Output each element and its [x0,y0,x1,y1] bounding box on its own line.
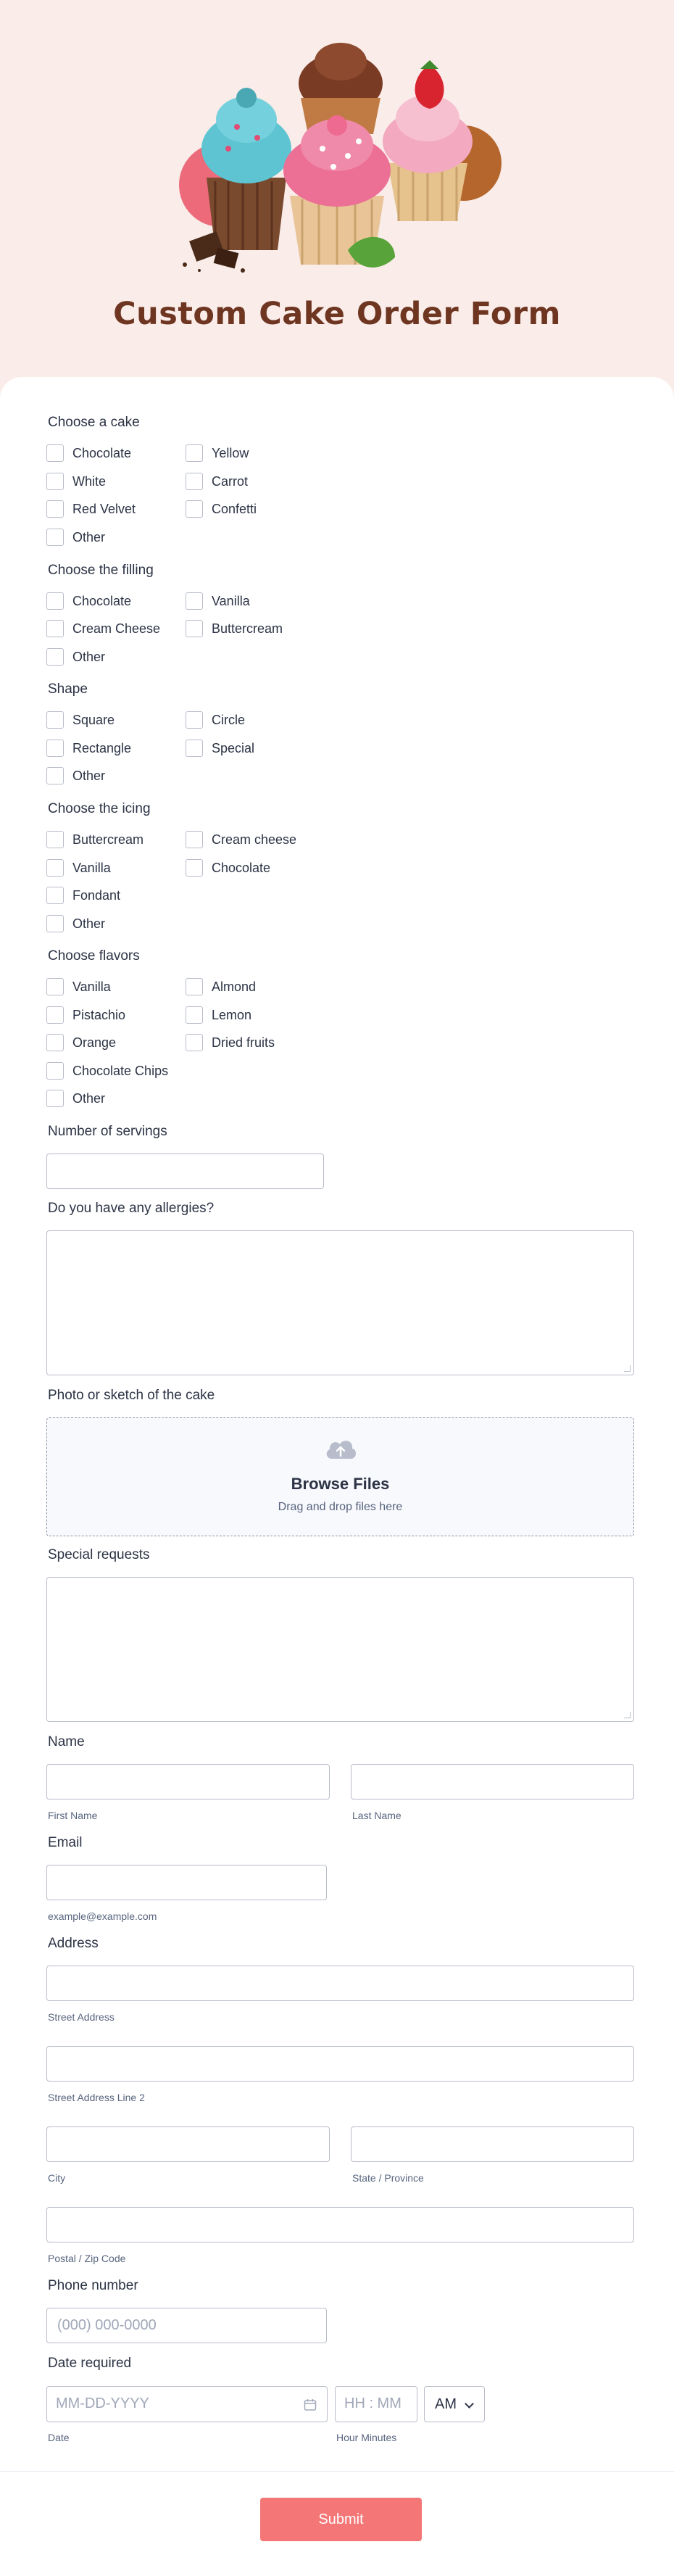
shape-option[interactable] [186,740,254,757]
option-label: Fondant [72,887,121,903]
option-label: Chocolate [72,593,132,608]
icing-option[interactable] [46,915,105,932]
first-name-sublabel: First Name [48,1810,98,1821]
cake-option[interactable] [46,473,106,490]
checkbox[interactable] [186,592,203,610]
date-input[interactable] [46,2386,328,2422]
checkbox[interactable] [46,859,64,877]
flavor-option[interactable] [186,1006,251,1024]
option-label: Pistachio [72,1007,126,1022]
date-placeholder: MM-DD-YYYY [56,2395,149,2411]
checkbox[interactable] [186,473,203,490]
chevron-down-icon [465,2399,474,2409]
option-label: Other [72,529,106,544]
option-label: Vanilla [72,979,111,994]
checkbox[interactable] [46,1006,64,1024]
cake-option[interactable] [46,529,105,546]
filling-label: Choose the filling [48,563,154,578]
checkbox[interactable] [186,1034,203,1051]
option-label: Chocolate [212,860,271,875]
phone-label: Phone number [48,2278,138,2293]
state-input[interactable] [351,2126,634,2162]
allergies-textarea[interactable] [46,1230,634,1375]
option-label: Other [72,649,106,664]
option-label: Square [72,712,115,727]
option-label: Rectangle [72,740,132,755]
footer-divider [0,2471,674,2472]
checkbox[interactable] [46,740,64,757]
shape-option[interactable] [186,711,245,729]
filling-option[interactable] [46,648,105,666]
option-label: Carrot [212,473,249,489]
zip-sublabel: Postal / Zip Code [48,2253,126,2264]
checkbox[interactable] [186,859,203,877]
checkbox[interactable] [46,978,64,995]
address-label: Address [48,1936,99,1951]
city-sublabel: City [48,2172,66,2184]
ampm-select[interactable] [424,2386,485,2422]
shape-option[interactable] [46,711,115,729]
checkbox[interactable] [46,831,64,848]
calendar-icon[interactable] [304,2398,317,2411]
allergies-label: Do you have any allergies? [48,1201,215,1216]
option-label: Chocolate [72,445,132,460]
time-input[interactable] [335,2386,417,2422]
checkbox[interactable] [46,529,64,546]
option-label: Other [72,1090,106,1106]
first-name-input[interactable] [46,1764,330,1800]
checkbox[interactable] [46,1062,64,1080]
flavor-option[interactable] [46,1090,105,1107]
option-label: Cream Cheese [72,621,161,636]
shape-label: Shape [48,682,88,697]
cake-label: Choose a cake [48,415,140,430]
checkbox[interactable] [186,500,203,518]
checkbox[interactable] [46,620,64,637]
option-label: White [72,473,107,489]
zip-input[interactable] [46,2207,634,2242]
checkbox[interactable] [186,444,203,462]
flavor-option[interactable] [46,978,111,995]
checkbox[interactable] [46,1090,64,1107]
filling-option[interactable] [186,620,283,637]
checkbox[interactable] [186,740,203,757]
street-address-2-sublabel: Street Address Line 2 [48,2092,145,2103]
flavors-label: Choose flavors [48,948,140,964]
date-label: Date required [48,2356,132,2371]
checkbox[interactable] [46,711,64,729]
flavor-option[interactable] [46,1062,168,1080]
option-label: Orange [72,1035,117,1050]
last-name-sublabel: Last Name [352,1810,402,1821]
name-label: Name [48,1734,85,1749]
cake-option[interactable] [186,444,249,462]
option-label: Yellow [212,445,249,460]
shape-option[interactable] [46,740,131,757]
icing-option[interactable] [186,831,296,848]
checkbox[interactable] [186,831,203,848]
checkbox[interactable] [46,592,64,610]
option-label: Special [212,740,255,755]
option-label: Lemon [212,1007,252,1022]
checkbox[interactable] [46,500,64,518]
email-sublabel: example@example.com [48,1910,157,1922]
city-input[interactable] [46,2126,330,2162]
option-label: Other [72,768,106,783]
filling-option[interactable] [186,592,250,610]
checkbox[interactable] [46,887,64,904]
option-label: Chocolate Chips [72,1063,169,1078]
cupcakes-image [170,40,504,279]
time-sublabel: Hour Minutes [336,2432,397,2443]
icing-label: Choose the icing [48,801,151,816]
last-name-input[interactable] [351,1764,634,1800]
option-label: Vanilla [212,593,250,608]
shape-option[interactable] [46,767,105,784]
email-input[interactable] [46,1865,327,1900]
special-requests-textarea[interactable] [46,1577,634,1722]
option-label: Circle [212,712,246,727]
cake-option[interactable] [186,500,257,518]
checkbox[interactable] [46,648,64,666]
checkbox[interactable] [186,711,203,729]
servings-input[interactable] [46,1154,324,1189]
photo-label: Photo or sketch of the cake [48,1388,215,1403]
checkbox[interactable] [186,1006,203,1024]
checkbox[interactable] [186,978,203,995]
checkbox[interactable] [46,473,64,490]
special-requests-label: Special requests [48,1547,150,1562]
ampm-value: AM [435,2395,457,2412]
date-sublabel: Date [48,2432,70,2443]
email-label: Email [48,1835,83,1850]
cake-option[interactable] [46,444,131,462]
option-label: Vanilla [72,860,111,875]
filling-option[interactable] [46,592,131,610]
checkbox[interactable] [46,915,64,932]
checkbox[interactable] [46,767,64,784]
form-header [0,0,674,377]
street-address-input[interactable] [46,1966,634,2001]
option-label: Confetti [212,501,257,516]
cake-option[interactable] [186,473,248,490]
servings-label: Number of servings [48,1124,167,1139]
street-address-sublabel: Street Address [48,2011,115,2023]
filling-option[interactable] [46,620,160,637]
option-label: Cream cheese [212,832,297,847]
checkbox[interactable] [46,1034,64,1051]
phone-input[interactable] [46,2308,327,2343]
time-placeholder: HH : MM [344,2395,402,2411]
cloud-upload-icon [323,1436,358,1462]
option-label: Other [72,916,106,931]
flavor-option[interactable] [186,1034,275,1051]
option-label: Buttercream [212,621,283,636]
option-label: Dried fruits [212,1035,275,1050]
option-label: Buttercream [72,832,144,847]
option-label: Almond [212,979,257,994]
icing-option[interactable] [46,859,111,877]
phone-placeholder: (000) 000-0000 [57,2317,157,2333]
file-upload-dropzone[interactable] [46,1417,634,1536]
flavor-option[interactable] [186,978,256,995]
option-label: Red Velvet [72,501,136,516]
checkbox[interactable] [186,620,203,637]
cake-option[interactable] [46,500,136,518]
icing-option[interactable] [46,831,143,848]
checkbox[interactable] [46,444,64,462]
icing-option[interactable] [186,859,270,877]
state-sublabel: State / Province [352,2172,424,2184]
flavor-option[interactable] [46,1034,116,1051]
submit-button[interactable]: Submit [260,2498,422,2541]
drag-drop-label: Drag and drop files here [278,1501,403,1513]
street-address-2-input[interactable] [46,2046,634,2082]
icing-option[interactable] [46,887,120,904]
browse-files-label[interactable]: Browse Files [291,1475,390,1493]
form-title: Custom Cake Order Form [113,296,561,332]
flavor-option[interactable] [46,1006,125,1024]
